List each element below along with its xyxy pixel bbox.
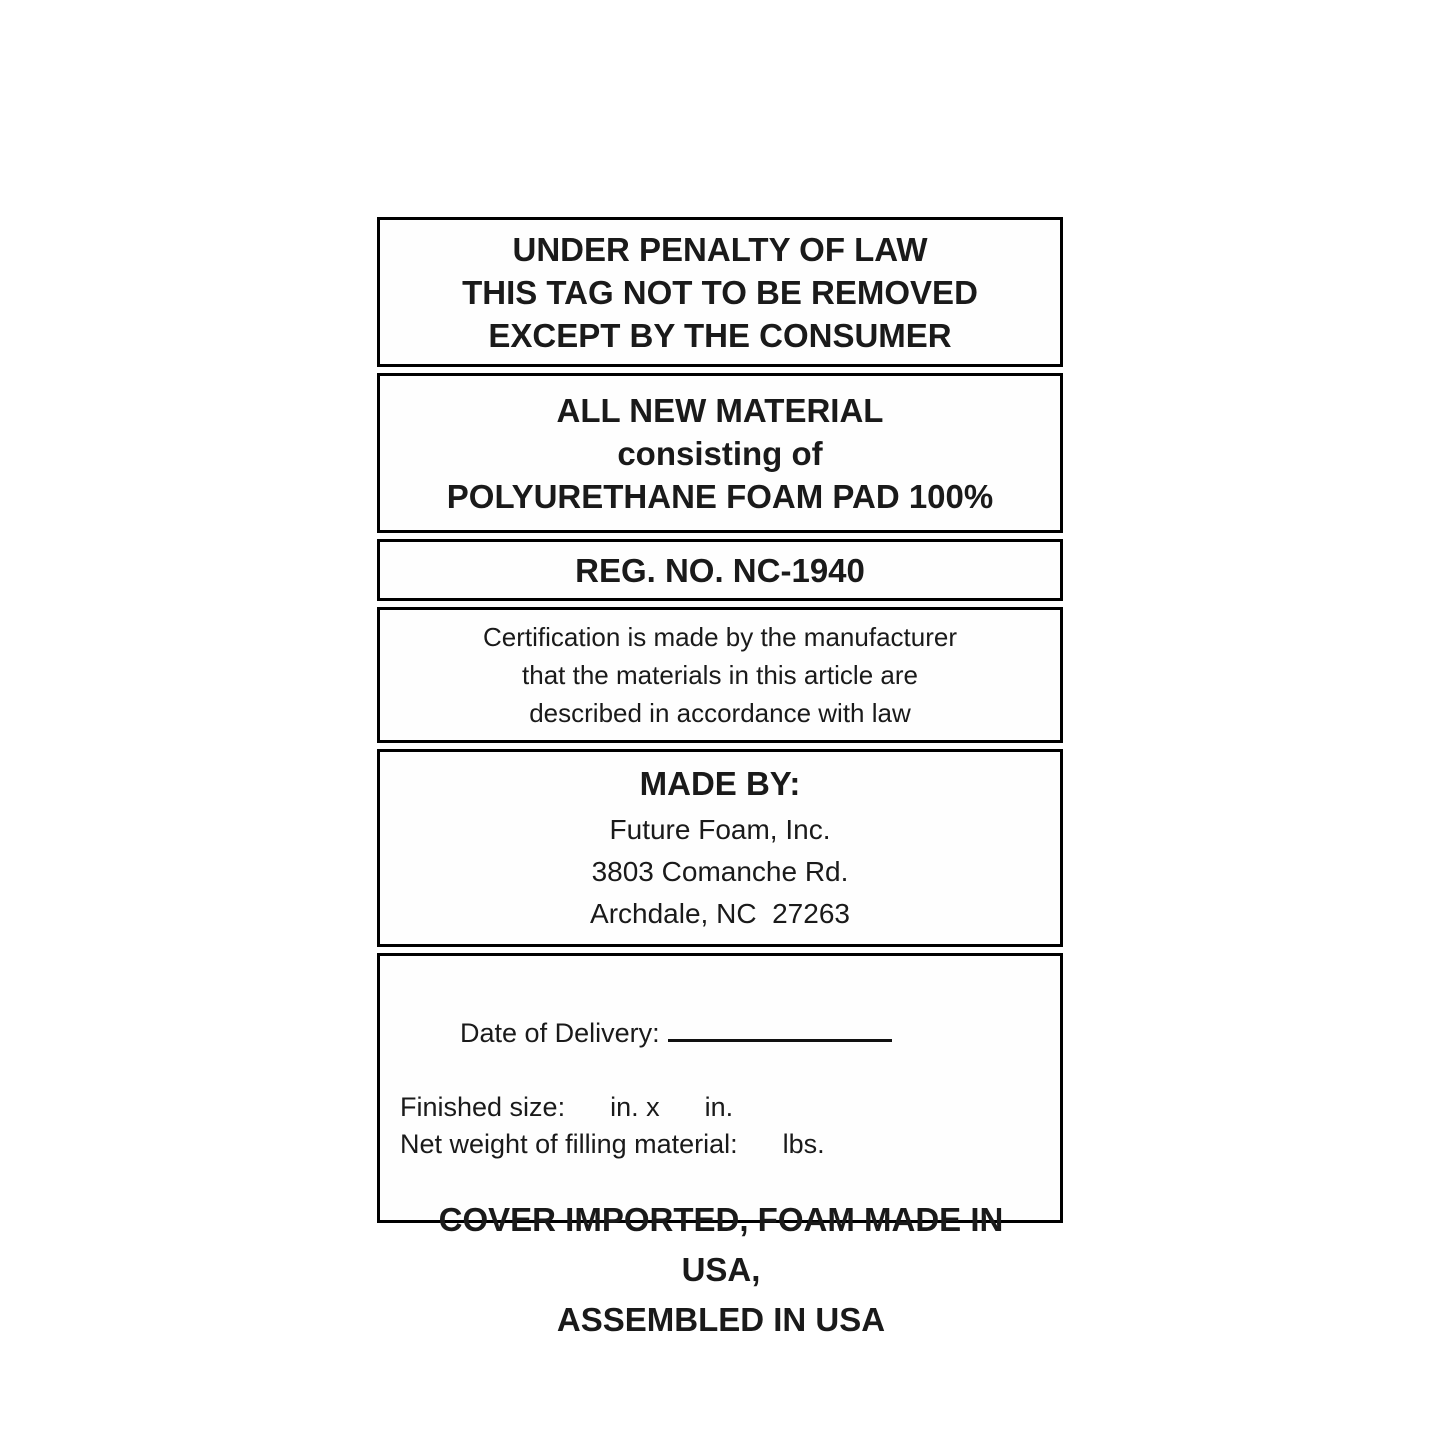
manufacturer-city-state-zip: Archdale, NC 27263	[590, 898, 850, 929]
date-of-delivery-row	[400, 978, 1042, 1089]
made-by-section	[377, 749, 1063, 947]
origin-line-1: COVER IMPORTED, FOAM MADE IN USA,	[438, 1201, 1013, 1288]
material-line-2: consisting of	[617, 434, 823, 472]
manufacturer-name: Future Foam, Inc.	[609, 814, 831, 845]
manufacturer-street: 3803 Comanche Rd.	[591, 856, 849, 887]
material-line-1: ALL NEW MATERIAL	[556, 391, 884, 429]
material-contents-section	[377, 373, 1063, 533]
date-of-delivery-label: Date of Delivery:	[460, 1018, 660, 1048]
certification-line-3: described in accordance with law	[529, 698, 911, 728]
law-label-tag	[377, 217, 1063, 1338]
details-and-origin-section	[377, 953, 1063, 1338]
made-by-heading: MADE BY:	[639, 765, 801, 802]
penalty-notice-section	[377, 217, 1063, 367]
certification-line-2: that the materials in this article are	[522, 660, 918, 690]
origin-line-2: ASSEMBLED IN USA	[556, 1301, 886, 1338]
registration-number-section	[377, 539, 1063, 601]
registration-number: REG. NO. NC-1940	[575, 551, 865, 589]
origin-statement	[400, 1195, 1042, 1345]
certification-section	[377, 607, 1063, 743]
penalty-notice-line-1: UNDER PENALTY OF LAW	[512, 230, 928, 268]
penalty-notice-line-2: THIS TAG NOT TO BE REMOVED	[462, 273, 978, 311]
net-weight-row: Net weight of filling material: lbs.	[400, 1129, 825, 1159]
date-of-delivery-blank	[668, 1016, 892, 1042]
penalty-notice-line-3: EXCEPT BY THE CONSUMER	[488, 316, 952, 354]
certification-line-1: Certification is made by the manufacturer	[483, 622, 957, 652]
material-line-3: POLYURETHANE FOAM PAD 100%	[446, 477, 994, 515]
finished-size-row: Finished size: in. x in.	[400, 1092, 734, 1122]
